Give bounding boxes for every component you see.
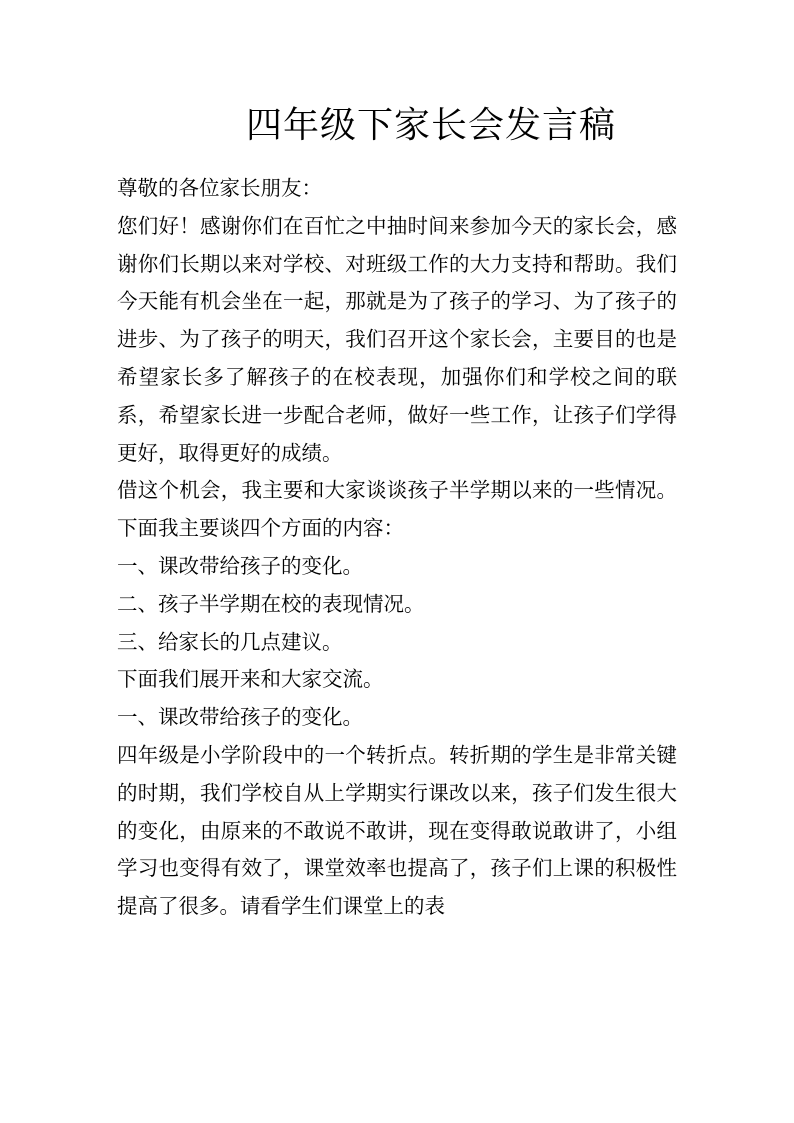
list-item-2: 二、孩子半学期在校的表现情况。 xyxy=(117,591,425,616)
paragraph-transition: 下面我们展开来和大家交流。 xyxy=(117,667,384,692)
section-heading-1: 一、课改带给孩子的变化。 xyxy=(117,705,363,730)
document-body xyxy=(117,170,677,926)
paragraph-intro: 借这个机会，我主要和大家谈谈孩子半学期以来的一些情况。下面我主要谈四个方面的内容： xyxy=(117,478,677,541)
salutation: 尊敬的各位家长朋友： xyxy=(117,176,322,200)
paragraph-section-1: 四年级是小学阶段中的一个转折点。转折期的学生是非常关键的时期，我们学校自从上学期实行课改以来，孩子们发生很大的变化，由原来的不敢说不敢讲，现在变得敢说敢讲了，小组学习也变得有效了，课堂效率也提高了，孩子们上课的积极性提高了很多。请看学生们课堂上的表 xyxy=(117,742,677,919)
list-item-3: 三、给家长的几点建议。 xyxy=(117,629,343,654)
paragraph-greeting: 您们好！感谢你们在百忙之中抽时间来参加今天的家长会，感谢你们长期以来对学校、对班级工作的大力支持和帮助。我们今天能有机会坐在一起，那就是为了孩子的学习、为了孩子的进步、为了孩子的明天，我们召开这个家长会，主要目的也是希望家长多了解孩子的在校表现，加强你们和学校之间的联系，希望家长进一步配合老师，做好一些工作，让孩子们学得更好，取得更好的成绩。 xyxy=(117,213,677,465)
list-item-1: 一、课改带给孩子的变化。 xyxy=(117,553,363,578)
document-title: 四年级下家长会发言稿 xyxy=(246,105,617,146)
